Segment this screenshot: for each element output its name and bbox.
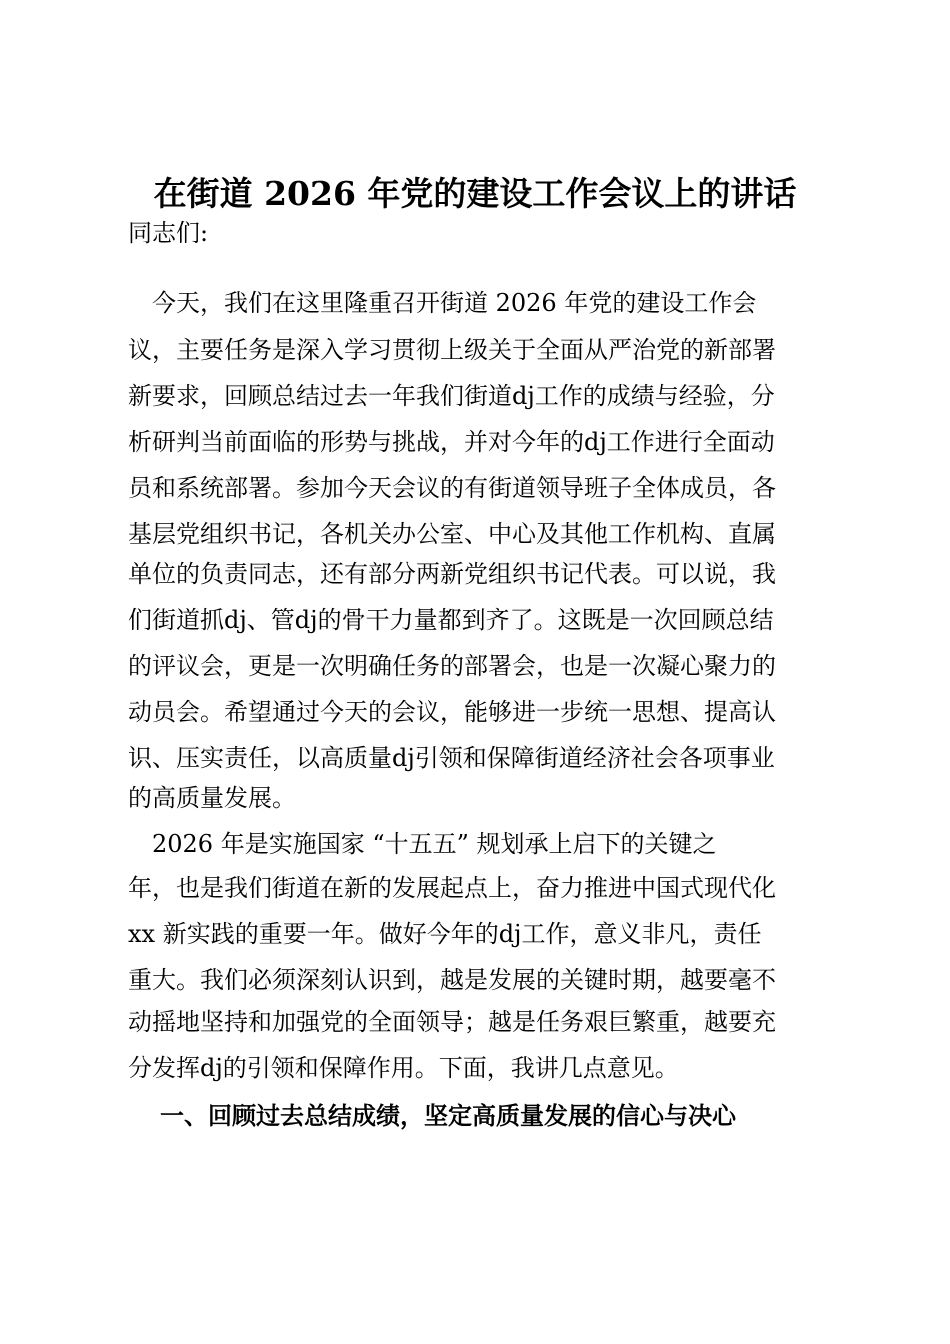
paragraph-line: 动摇地坚持和加强党的全面领导；越是任务艰巨繁重，越要充 <box>128 1008 776 1036</box>
paragraph-line: 基层党组织书记，各机关办公室、中心及其他工作机构、直属 <box>128 520 776 548</box>
paragraph-line: 2026 年是实施国家 “十五五” 规划承上启下的关键之 <box>128 830 717 858</box>
paragraph-line: 的高质量发展。 <box>128 784 296 812</box>
paragraph-line: 分发挥dj的引领和保障作用。下面，我讲几点意见。 <box>128 1054 679 1082</box>
paragraph-line: 的评议会，更是一次明确任务的部署会，也是一次凝心聚力的 <box>128 652 776 680</box>
paragraph-line: 析研判当前面临的形势与挑战，并对今年的dj工作进行全面动 <box>128 428 775 456</box>
paragraph-line: 今天，我们在这里隆重召开街道 2026 年党的建设工作会 <box>128 289 757 317</box>
document-title: 在街道 2026 年党的建设工作会议上的讲话 <box>153 174 797 213</box>
paragraph-line: 重大。我们必须深刻认识到，越是发展的关键时期，越要毫不 <box>128 966 776 994</box>
paragraph-line: 们街道抓dj、管dj的骨干力量都到齐了。这既是一次回顾总结 <box>128 606 774 634</box>
paragraph-line: xx 新实践的重要一年。做好今年的dj工作，意义非凡，责任 <box>128 920 762 948</box>
paragraph-line: 识、压实责任，以高质量dj引领和保障街道经济社会各项事业 <box>128 744 775 772</box>
paragraph-line: 单位的负责同志，还有部分两新党组织书记代表。可以说，我 <box>128 560 776 588</box>
paragraph-line: 动员会。希望通过今天的会议，能够进一步统一思想、提高认 <box>128 698 776 726</box>
section-heading: 一、回顾过去总结成绩，坚定高质量发展的信心与决心 <box>160 1101 736 1130</box>
paragraph-line: 年，也是我们街道在新的发展起点上，奋力推进中国式现代化 <box>128 874 776 902</box>
paragraph-line: 员和系统部署。参加今天会议的有街道领导班子全体成员，各 <box>128 474 776 502</box>
paragraph-line: 议，主要任务是深入学习贯彻上级关于全面从严治党的新部署 <box>128 336 776 364</box>
salutation: 同志们: <box>128 219 209 247</box>
paragraph-line: 新要求，回顾总结过去一年我们街道dj工作的成绩与经验，分 <box>128 382 775 410</box>
